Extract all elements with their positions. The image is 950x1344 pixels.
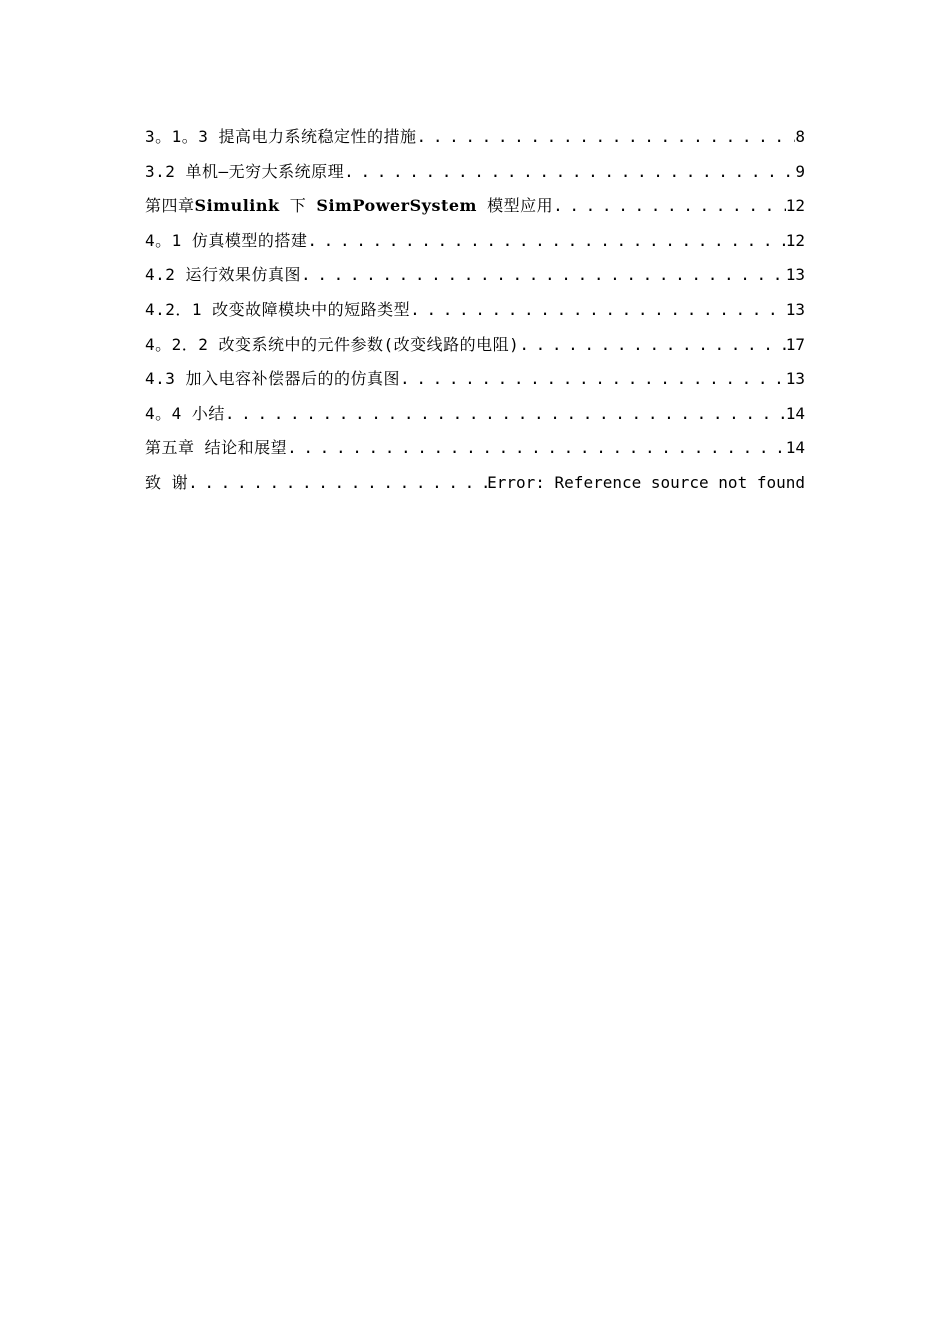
toc-dot-leader bbox=[301, 262, 786, 288]
toc-entry-title: 4。4 小结 bbox=[145, 403, 225, 423]
toc-entry[interactable] bbox=[145, 124, 805, 159]
toc-dot-leader bbox=[410, 297, 786, 323]
toc-dot-leader bbox=[188, 470, 487, 496]
toc-dot-leader bbox=[287, 435, 786, 461]
toc-page-number: 13 bbox=[785, 369, 805, 389]
toc-entry[interactable] bbox=[145, 297, 805, 332]
toc-page-number: 13 bbox=[785, 299, 805, 319]
toc-entry[interactable] bbox=[145, 159, 805, 194]
toc-page-number: 14 bbox=[785, 403, 805, 423]
toc-entry-title: 3。1。3 提高电力系统稳定性的措施 bbox=[145, 127, 417, 146]
toc-page-number: 14 bbox=[785, 438, 805, 458]
toc-entry-title: 4.3 加入电容补偿器后的的仿真图 bbox=[145, 369, 401, 389]
toc-entry[interactable] bbox=[145, 262, 805, 297]
toc-title-prefix: 第四章 bbox=[145, 196, 195, 216]
toc-entry[interactable] bbox=[145, 470, 805, 505]
toc-entry[interactable] bbox=[145, 435, 805, 470]
toc-page-number: 8 bbox=[795, 127, 805, 146]
toc-dot-leader bbox=[307, 228, 785, 254]
toc-entry[interactable] bbox=[145, 332, 805, 367]
toc-entry-title bbox=[145, 193, 553, 219]
toc-entry[interactable] bbox=[145, 366, 805, 401]
toc-dot-leader bbox=[225, 401, 786, 427]
toc-title-bold-simpowersystem: SimPowerSystem bbox=[316, 196, 477, 216]
toc-page-number: 12 bbox=[785, 196, 805, 216]
toc-entry[interactable] bbox=[145, 228, 805, 263]
toc-entry[interactable] bbox=[145, 193, 805, 228]
toc-entry-title: 4.2 运行效果仿真图 bbox=[145, 265, 302, 285]
toc-title-bold-simulink: Simulink bbox=[194, 196, 280, 216]
toc-entry-title: 第五章 结论和展望 bbox=[145, 438, 288, 458]
toc-entry-title: 4.2．1 改变故障模块中的短路类型 bbox=[145, 299, 411, 319]
table-of-contents bbox=[145, 124, 805, 505]
toc-entry[interactable] bbox=[145, 401, 805, 436]
toc-dot-leader bbox=[400, 366, 786, 392]
toc-page-number: 9 bbox=[795, 161, 805, 181]
toc-title-mid: 下 bbox=[289, 196, 307, 216]
toc-dot-leader bbox=[553, 193, 786, 219]
toc-page-number: Error: Reference source not found bbox=[487, 472, 805, 492]
toc-entry-title: 4。2．2 改变系统中的元件参数(改变线路的电阻) bbox=[145, 334, 520, 354]
toc-entry-title: 4。1 仿真模型的搭建 bbox=[145, 230, 308, 250]
toc-dot-leader bbox=[519, 332, 785, 358]
toc-dot-leader bbox=[417, 124, 796, 150]
toc-page-number: 17 bbox=[785, 334, 805, 354]
toc-page-number: 13 bbox=[785, 265, 805, 285]
toc-dot-leader bbox=[344, 159, 795, 185]
toc-entry-title: 致 谢 bbox=[145, 472, 189, 492]
toc-title-suffix: 模型应用 bbox=[487, 196, 554, 216]
toc-entry-title: 3.2 单机—无穷大系统原理 bbox=[145, 161, 345, 181]
toc-page-number: 12 bbox=[785, 230, 805, 250]
